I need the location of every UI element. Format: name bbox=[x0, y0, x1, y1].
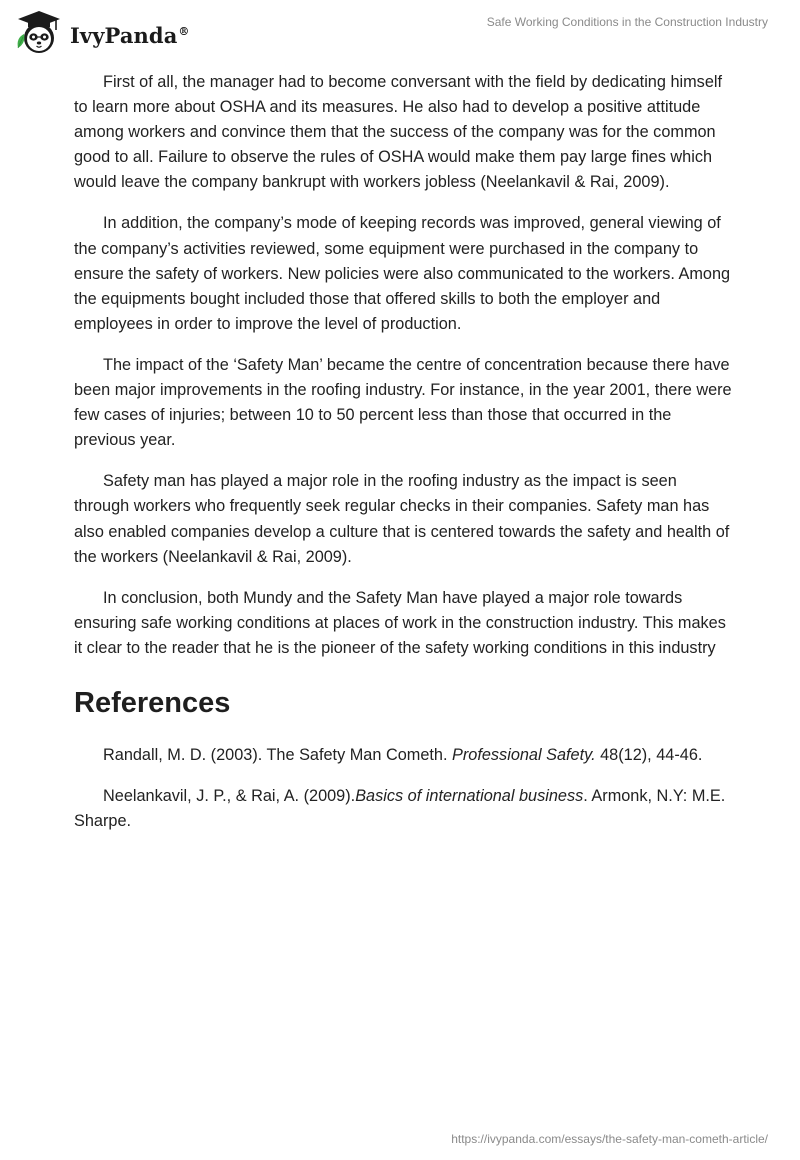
reference-book-title: Basics of international business bbox=[355, 787, 584, 806]
reference-text: . Armonk, N.Y: M.E. Sharpe. bbox=[74, 787, 726, 831]
paragraph: The impact of the ‘Safety Man’ became the centre of concentration because there have been major improvements in the roofing industry. For instance, in the year 2001, there were few cases of injuries; between 10 to 50 percent less than those that occurred in the previous year. bbox=[74, 355, 732, 450]
registered-mark: ® bbox=[178, 24, 190, 38]
source-url[interactable]: https://ivypanda.com/essays/the-safety-man-cometh-article/ bbox=[451, 1132, 768, 1146]
essay-content bbox=[74, 70, 734, 850]
paragraph: In conclusion, both Mundy and the Safety Man have played a major role towards ensuring safe working conditions at places of work in the construction industry. This makes it clear to the reader that he is the pioneer of the safety working conditions in this industry bbox=[74, 588, 726, 657]
paragraph: Safety man has played a major role in the roofing industry as the impact is seen through workers who frequently seek regular checks in their companies. Safety man has also enabled companies develop a culture that is centered towards the safety and health of the workers (Neelankavil & Rai, 2009). bbox=[74, 472, 730, 566]
references-heading: References bbox=[74, 686, 231, 719]
ivypanda-logo[interactable] bbox=[14, 8, 190, 56]
reference-item bbox=[74, 743, 734, 768]
reference-journal: Professional Safety. bbox=[452, 745, 596, 764]
paragraph: First of all, the manager had to become conversant with the field by dedicating himself to learn more about OSHA and its measures. He also had to develop a positive attitude among workers and convince them that the success of the company was for the common good to all. Failure to observe the rules of OSHA would make them pay large fines which would leave the company bankrupt with workers jobless (Neelankavil & Rai, 2009). bbox=[74, 73, 723, 192]
paragraph: In addition, the company’s mode of keeping records was improved, general viewing of the company’s activities reviewed, some equipment were purchased in the company to ensure the safety of workers. New policies were also communicated to the workers. Among the equipments bought included those that offered skills to both the employer and employees in order to improve the level of production. bbox=[74, 214, 731, 333]
panda-graduate-icon bbox=[14, 8, 64, 56]
reference-text: Randall, M. D. (2003). The Safety Man Cometh. bbox=[103, 745, 452, 764]
brand-name: IvyPanda® bbox=[70, 22, 190, 48]
document-title: Safe Working Conditions in the Construction Industry bbox=[486, 15, 768, 29]
page-header bbox=[0, 0, 800, 60]
reference-item bbox=[74, 784, 734, 834]
reference-text: Neelankavil, J. P., & Rai, A. (2009). bbox=[103, 787, 356, 806]
reference-text: 48(12), 44-46. bbox=[595, 745, 703, 764]
